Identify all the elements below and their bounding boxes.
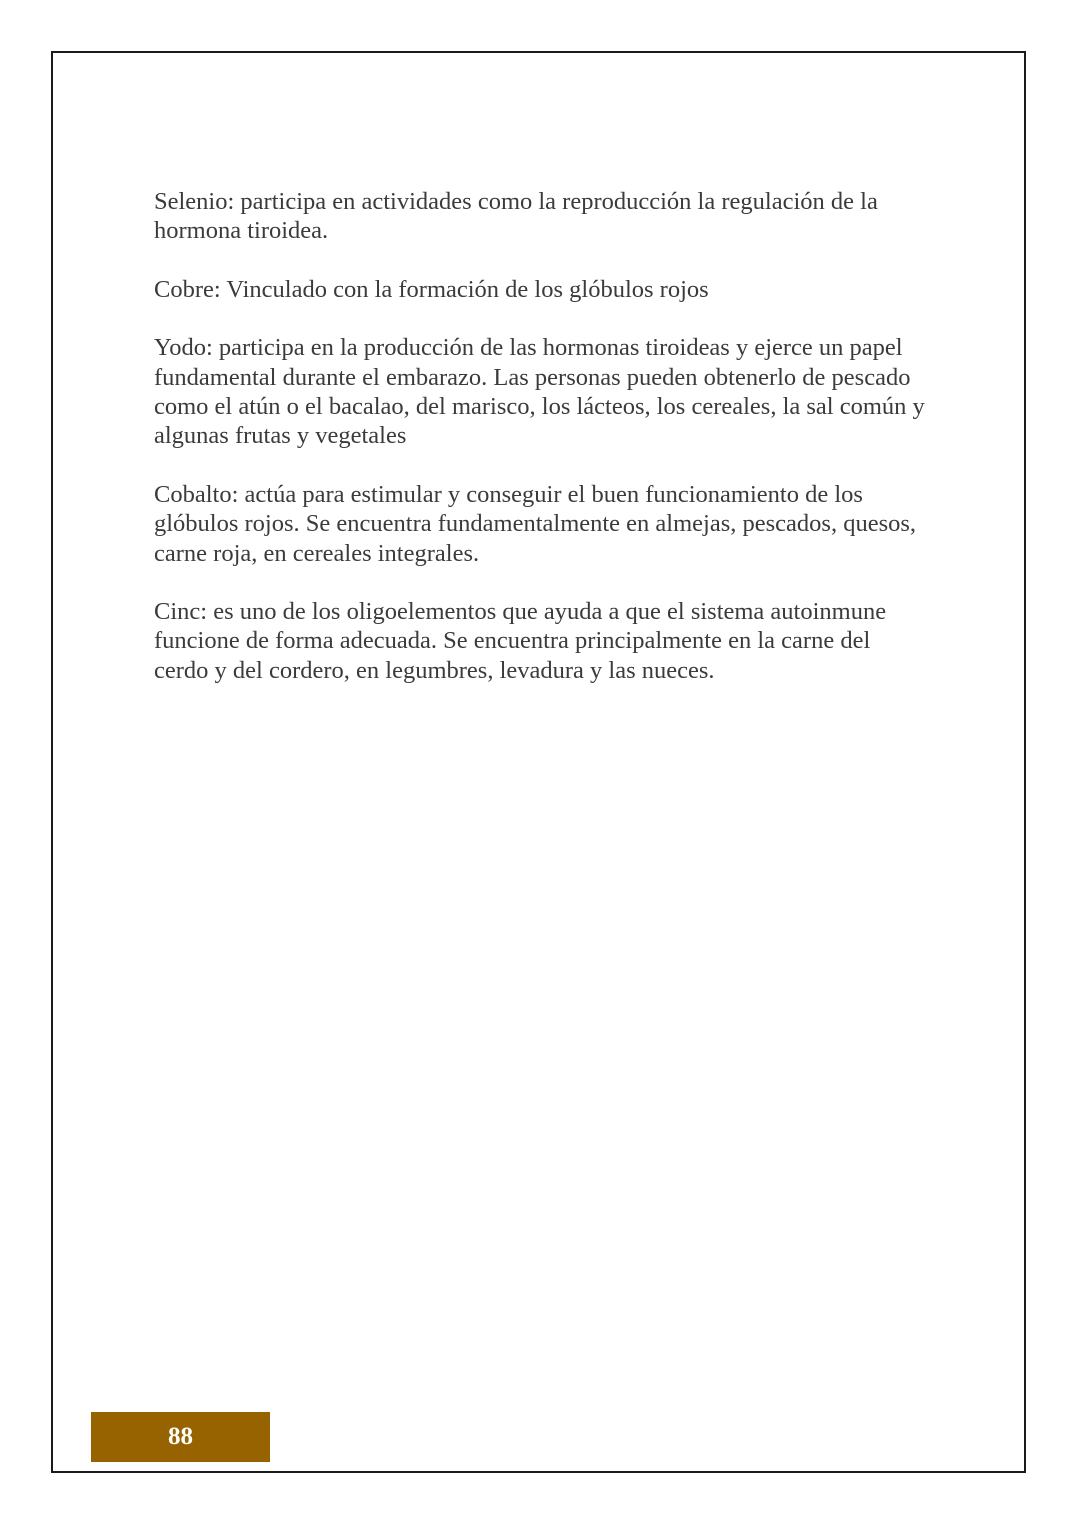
page-number: 88 — [168, 1423, 193, 1450]
paragraph-cinc: Cinc: es uno de los oligoelementos que ayuda a que el sistema autoinmune funcione de forma adecuada. Se encuentra principalmente en la carne del cerdo y del cordero, en legumbres, levadura y las nueces. — [154, 598, 887, 684]
paragraph-cobre: Cobre: Vinculado con la formación de los glóbulos rojos — [154, 275, 709, 303]
paragraph-yodo: Yodo: participa en la producción de las hormonas tiroideas y ejerce un papel fundamental durante el embarazo. Las personas pueden obtenerlo de pescado como el atún o el bacalao, del marisco, los lácteos, los cereales, la sal común y algunas frutas y vegetales — [154, 334, 925, 450]
page-number-badge — [91, 1412, 270, 1462]
paragraph-cobalto: Cobalto: actúa para estimular y conseguir el buen funcionamiento de los glóbulos rojos. Se encuentra fundamentalmente en almejas, pescados, quesos, carne roja, en cereales integrales. — [154, 480, 917, 567]
paragraph-selenio: Selenio: participa en actividades como la reproducción la regulación de la hormona tiroidea. — [154, 188, 878, 245]
document-body — [154, 187, 929, 714]
